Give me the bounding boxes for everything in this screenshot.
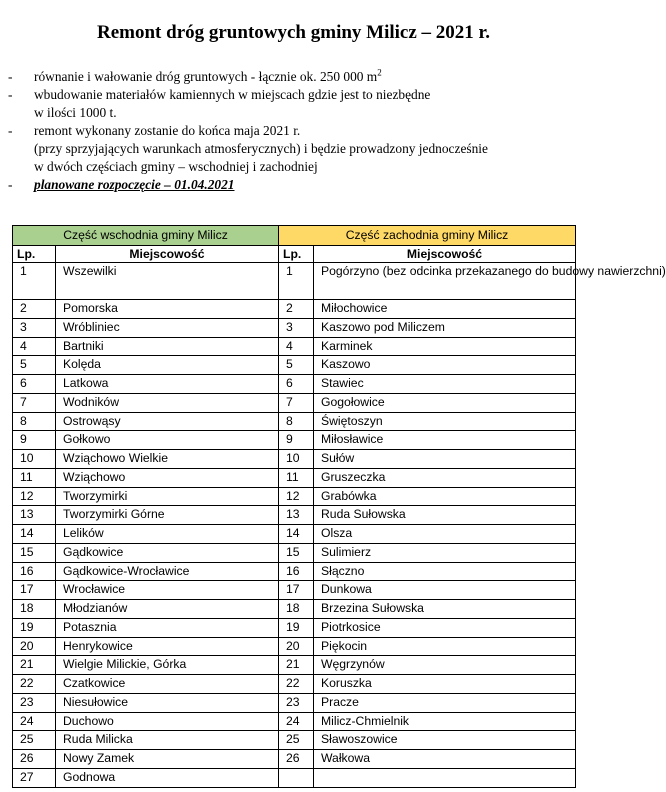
roads-table (12, 225, 666, 788)
row-lp-cell: 20 (13, 637, 56, 656)
table-row (13, 693, 576, 712)
table-row (13, 375, 576, 394)
row-lp-cell: 9 (13, 431, 56, 450)
superscript: 2 (377, 67, 382, 78)
table-row (13, 318, 576, 337)
row-name-cell: Ruda Milicka (56, 731, 279, 750)
row-name-cell: Wielgie Milickie, Górka (56, 656, 279, 675)
row-lp-cell: 5 (13, 356, 56, 375)
row-name-cell: Brzezina Sułowska (314, 600, 576, 619)
row-lp-cell (279, 768, 314, 787)
row-name-cell: Milicz-Chmielnik (314, 712, 576, 731)
bullet-item (8, 68, 583, 86)
table-group-header (13, 226, 576, 246)
row-name-cell: Czatkowice (56, 675, 279, 694)
row-lp-cell: 26 (13, 750, 56, 769)
table-row (13, 731, 576, 750)
east-part-header: Część wschodnia gminy Milicz (13, 226, 279, 246)
row-name-cell: Wziąchowo (56, 468, 279, 487)
bullet-item (8, 86, 583, 104)
table-row (13, 450, 576, 469)
bullet-dash: - (8, 177, 13, 192)
row-lp-cell: 17 (13, 581, 56, 600)
table-row (13, 581, 576, 600)
row-lp-cell: 22 (13, 675, 56, 694)
row-lp-cell: 15 (13, 543, 56, 562)
row-name-cell: Sułów (314, 450, 576, 469)
row-name-cell: Węgrzynów (314, 656, 576, 675)
row-name-cell: Kolęda (56, 356, 279, 375)
row-lp-cell: 1 (13, 263, 56, 300)
row-lp-cell: 16 (279, 562, 314, 581)
row-lp-cell: 11 (13, 468, 56, 487)
row-name-cell: Nowy Zamek (56, 750, 279, 769)
row-name-cell: Kaszowo (314, 356, 576, 375)
table-row (13, 750, 576, 769)
bullet-list (8, 68, 583, 194)
col-name-header: Miejscowość (314, 246, 576, 263)
row-lp-cell: 14 (13, 525, 56, 544)
row-lp-cell: 10 (13, 450, 56, 469)
bullet-dash: - (8, 123, 13, 138)
row-name-cell: Olsza (314, 525, 576, 544)
row-name-cell: Świętoszyn (314, 412, 576, 431)
row-name-cell: Młodzianów (56, 600, 279, 619)
table-row (13, 431, 576, 450)
row-name-cell: Sulimierz (314, 543, 576, 562)
row-name-cell: Dunkowa (314, 581, 576, 600)
table-row (13, 768, 576, 787)
row-lp-cell: 5 (279, 356, 314, 375)
row-name-cell (314, 768, 576, 787)
bullet-continuation: (przy sprzyjających warunkach atmosferycznych) i będzie prowadzony jednocześnie (34, 141, 488, 156)
row-name-cell: Sławoszowice (314, 731, 576, 750)
row-name-cell: Wodników (56, 393, 279, 412)
row-name-cell: Pogórzyno (bez odcinka przekazanego do budowy nawierzchni) (314, 263, 576, 300)
table-row (13, 412, 576, 431)
row-lp-cell: 22 (279, 675, 314, 694)
row-name-cell: Ostrowąsy (56, 412, 279, 431)
row-lp-cell: 23 (13, 693, 56, 712)
row-name-cell: Karminek (314, 337, 576, 356)
table-body (13, 263, 666, 788)
row-name-cell: Koruszka (314, 675, 576, 694)
bullet-text: remont wykonany zostanie do końca maja 2021 r. (34, 123, 301, 138)
bullet-item (8, 176, 583, 194)
row-name-cell: Gądkowice-Wrocławice (56, 562, 279, 581)
row-lp-cell: 25 (279, 731, 314, 750)
row-name-cell: Stawiec (314, 375, 576, 394)
table-row (13, 656, 576, 675)
row-lp-cell: 4 (13, 337, 56, 356)
row-lp-cell: 24 (279, 712, 314, 731)
row-lp-cell: 7 (279, 393, 314, 412)
table-row (13, 600, 576, 619)
row-name-cell: Tworzymirki (56, 487, 279, 506)
row-lp-cell: 4 (279, 337, 314, 356)
row-lp-cell: 18 (279, 600, 314, 619)
row-lp-cell: 3 (13, 318, 56, 337)
col-lp-header: Lp. (279, 246, 314, 263)
bullet-dash: - (8, 87, 13, 102)
row-lp-cell: 10 (279, 450, 314, 469)
row-lp-cell: 12 (13, 487, 56, 506)
row-name-cell: Wałkowa (314, 750, 576, 769)
bullet-continuation: w ilości 1000 t. (34, 105, 117, 120)
row-name-cell: Tworzymirki Górne (56, 506, 279, 525)
table-row (13, 618, 576, 637)
table-row (13, 300, 576, 319)
row-lp-cell: 19 (13, 618, 56, 637)
row-lp-cell: 14 (279, 525, 314, 544)
row-lp-cell: 21 (279, 656, 314, 675)
row-name-cell: Lelików (56, 525, 279, 544)
row-lp-cell: 12 (279, 487, 314, 506)
row-name-cell: Piotrkosice (314, 618, 576, 637)
bullet-dash: - (8, 69, 13, 84)
row-name-cell: Gądkowice (56, 543, 279, 562)
row-lp-cell: 6 (279, 375, 314, 394)
col-name-header: Miejscowość (56, 246, 279, 263)
row-lp-cell: 1 (279, 263, 314, 300)
bullet-text: wbudowanie materiałów kamiennych w miejscach gdzie jest to niezbędne (34, 87, 431, 102)
row-name-cell: Słączno (314, 562, 576, 581)
row-lp-cell: 13 (13, 506, 56, 525)
row-name-cell: Pracze (314, 693, 576, 712)
row-name-cell: Wziąchowo Wielkie (56, 450, 279, 469)
row-name-cell: Wróbliniec (56, 318, 279, 337)
row-name-cell: Bartniki (56, 337, 279, 356)
bullet-item (8, 122, 583, 140)
row-name-cell: Potasznia (56, 618, 279, 637)
row-lp-cell: 2 (279, 300, 314, 319)
table-row (13, 356, 576, 375)
row-lp-cell: 21 (13, 656, 56, 675)
row-name-cell: Henrykowice (56, 637, 279, 656)
row-lp-cell: 8 (13, 412, 56, 431)
row-lp-cell: 18 (13, 600, 56, 619)
row-name-cell: Wszewilki (56, 263, 279, 300)
row-lp-cell: 13 (279, 506, 314, 525)
row-lp-cell: 17 (279, 581, 314, 600)
table-row (13, 337, 576, 356)
row-name-cell: Pomorska (56, 300, 279, 319)
row-lp-cell: 16 (13, 562, 56, 581)
row-name-cell: Gogołowice (314, 393, 576, 412)
row-lp-cell: 23 (279, 693, 314, 712)
table-row (13, 675, 576, 694)
row-lp-cell: 7 (13, 393, 56, 412)
table-row (13, 637, 576, 656)
row-lp-cell: 20 (279, 637, 314, 656)
row-name-cell: Godnowa (56, 768, 279, 787)
row-lp-cell: 19 (279, 618, 314, 637)
bullet-text: równanie i wałowanie dróg gruntowych - łącznie ok. 250 000 m (34, 69, 378, 84)
row-name-cell: Miłosławice (314, 431, 576, 450)
row-lp-cell: 3 (279, 318, 314, 337)
row-lp-cell: 2 (13, 300, 56, 319)
row-lp-cell: 6 (13, 375, 56, 394)
bullet-continuation: w dwóch częściach gminy – wschodniej i zachodniej (34, 159, 318, 174)
row-lp-cell: 26 (279, 750, 314, 769)
row-name-cell: Wrocławice (56, 581, 279, 600)
col-lp-header: Lp. (13, 246, 56, 263)
table-row (13, 393, 576, 412)
row-lp-cell: 25 (13, 731, 56, 750)
table-row (13, 525, 576, 544)
row-lp-cell: 9 (279, 431, 314, 450)
table-row (13, 543, 576, 562)
row-name-cell: Latkowa (56, 375, 279, 394)
row-name-cell: Ruda Sułowska (314, 506, 576, 525)
row-name-cell: Gruszeczka (314, 468, 576, 487)
row-name-cell: Niesułowice (56, 693, 279, 712)
row-lp-cell: 24 (13, 712, 56, 731)
table-row (13, 487, 576, 506)
table-row (13, 506, 576, 525)
row-lp-cell: 11 (279, 468, 314, 487)
row-name-cell: Gołkowo (56, 431, 279, 450)
row-name-cell: Piękocin (314, 637, 576, 656)
table-row (13, 263, 576, 300)
row-name-cell: Duchowo (56, 712, 279, 731)
page-title: Remont dróg gruntowych gminy Milicz – 2021 r. (97, 22, 490, 43)
table-row (13, 712, 576, 731)
row-name-cell: Kaszowo pod Miliczem (314, 318, 576, 337)
row-lp-cell: 8 (279, 412, 314, 431)
table-row (13, 562, 576, 581)
west-part-header: Część zachodnia gminy Milicz (279, 226, 576, 246)
row-lp-cell: 15 (279, 543, 314, 562)
table-row (13, 468, 576, 487)
row-lp-cell: 27 (13, 768, 56, 787)
table-column-header (13, 246, 576, 263)
row-name-cell: Grabówka (314, 487, 576, 506)
row-name-cell: Miłochowice (314, 300, 576, 319)
planned-start: planowane rozpoczęcie – 01.04.2021 (34, 177, 235, 192)
